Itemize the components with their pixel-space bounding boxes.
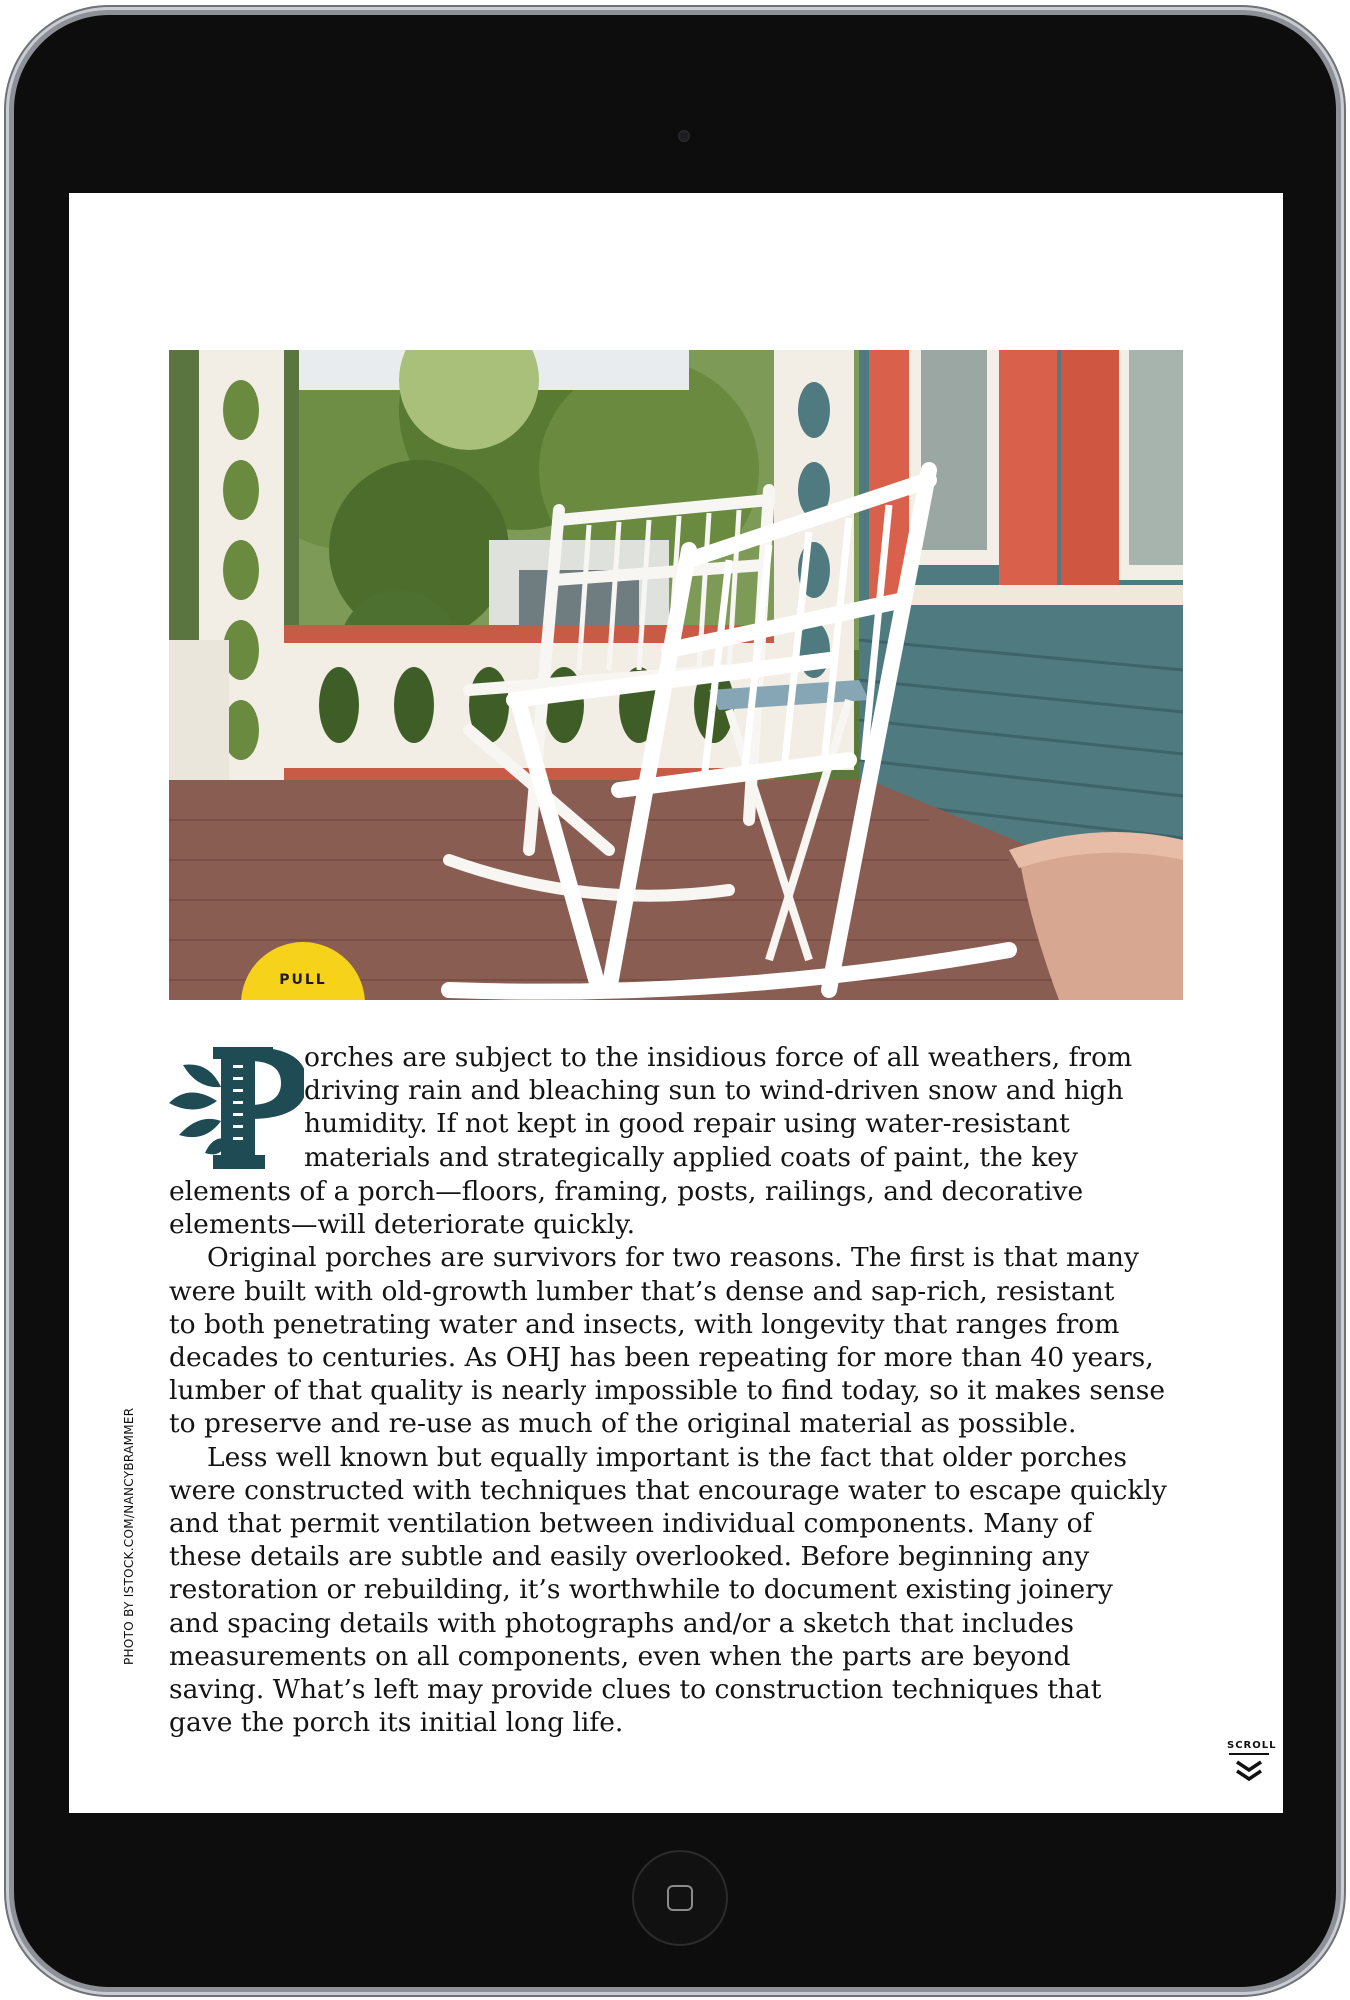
text-line: were built with old-growth lumber that’s dense and sap-rich, resistant (169, 1275, 1115, 1307)
text-line: measurements on all components, even when the parts are beyond (169, 1640, 1071, 1672)
camera-icon (678, 130, 690, 142)
article-body (169, 1041, 1189, 1739)
text-line: restoration or rebuilding, it’s worthwhile to document existing joinery (169, 1574, 1113, 1606)
text-line: these details are subtle and easily overlooked. Before beginning any (169, 1541, 1090, 1573)
text-line: Original porches are survivors for two reasons. The first is that many (207, 1242, 1139, 1274)
text-line: lumber of that quality is nearly impossible to find today, so it makes sense (169, 1375, 1166, 1407)
text-line: gave the porch its initial long life. (169, 1707, 624, 1739)
pull-label: PULL (279, 972, 327, 988)
double-chevron-down-icon (1234, 1759, 1264, 1783)
scroll-divider (1229, 1753, 1269, 1755)
text-line: and that permit ventilation between individual components. Many of (169, 1508, 1093, 1540)
scroll-label: SCROLL (1227, 1740, 1277, 1751)
text-line: Less well known but equally important is the fact that older porches (207, 1441, 1128, 1473)
text-line: elements of a porch—floors, framing, posts, railings, and decorative (169, 1176, 1084, 1207)
text-line: to both penetrating water and insects, with longevity that ranges from (169, 1308, 1120, 1340)
text-line: to preserve and re-use as much of the original material as possible. (169, 1408, 1077, 1440)
text-line: were constructed with techniques that encourage water to escape quickly (169, 1474, 1167, 1506)
text-line: saving. What’s left may provide clues to construction techniques that (169, 1674, 1102, 1706)
text-line: orches are subject to the insidious force of all weathers, from (304, 1042, 1133, 1073)
text-line: decades to centuries. As OHJ has been repeating for more than 40 years, (169, 1342, 1154, 1374)
porch-photo (169, 350, 1183, 1000)
scroll-indicator[interactable] (1227, 1740, 1277, 1786)
text-line: materials and strategically applied coats of paint, the key (304, 1141, 1078, 1173)
text-line: elements—will deteriorate quickly. (169, 1209, 636, 1241)
tablet-frame (14, 15, 1336, 1987)
text-line: driving rain and bleaching sun to wind-driven snow and high (304, 1075, 1124, 1107)
text-line: humidity. If not kept in good repair using water-resistant (304, 1108, 1070, 1140)
dropcap-p-icon (169, 1043, 304, 1175)
home-square-icon (667, 1885, 693, 1911)
text-line: and spacing details with photographs and/or a sketch that includes (169, 1607, 1074, 1639)
photo-credit: PHOTO BY ISTOCK.COM/NANCYBRAMMER (122, 1407, 136, 1665)
home-button[interactable] (632, 1850, 728, 1946)
screen[interactable] (69, 193, 1283, 1813)
